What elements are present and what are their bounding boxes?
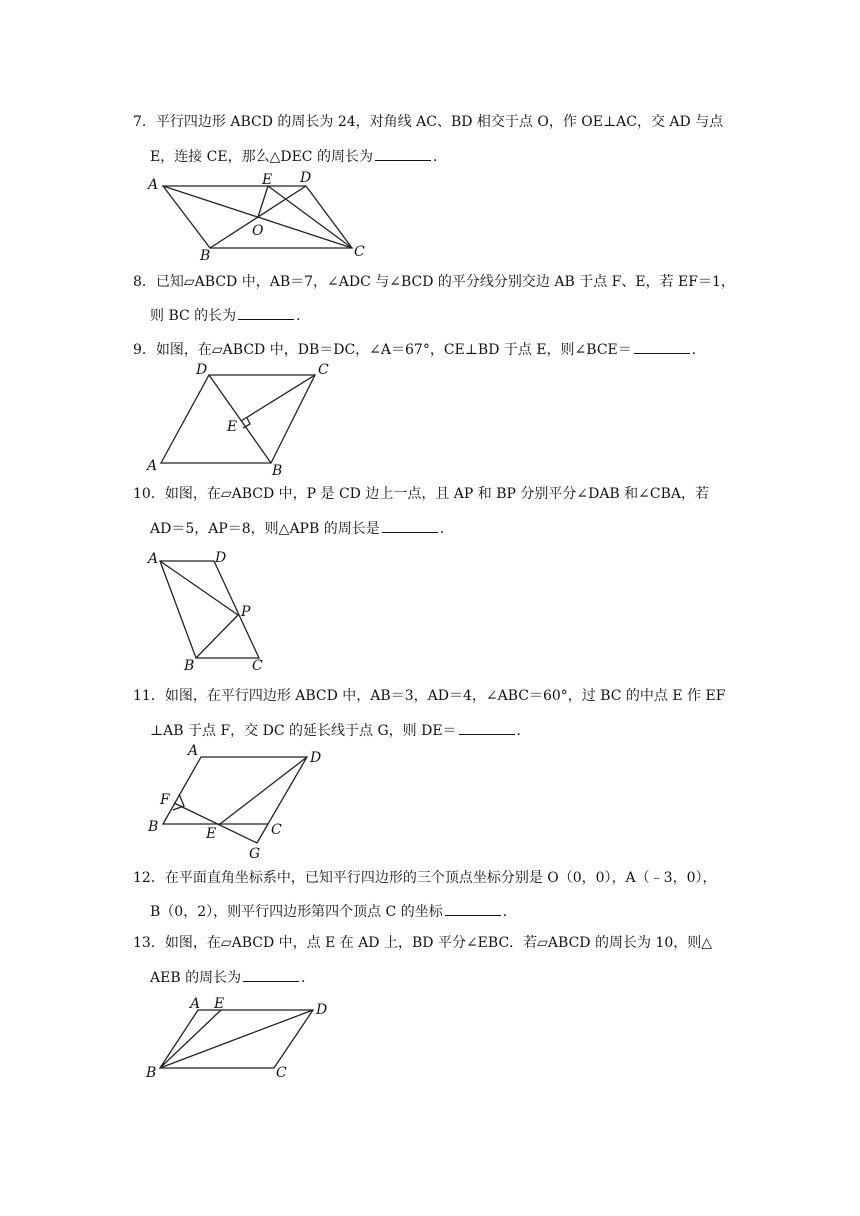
q7-label-e: E (262, 172, 273, 188)
q12-text-line1: 12．在平面直角坐标系中，已知平行四边形的三个顶点坐标分别是 O（0，0），A（﹣3，0）， (133, 870, 717, 886)
q13-label-c: C (276, 1065, 287, 1081)
q10-label-c: C (252, 658, 263, 674)
q7-label-o: O (252, 223, 264, 239)
q9-period: ． (691, 342, 706, 358)
q13-segment-be (160, 1010, 221, 1068)
q7-label-c: C (354, 244, 365, 260)
q9-label-a: A (147, 458, 158, 474)
q13-text: AEB 的周长为 (150, 970, 242, 986)
q13-diagonal-bd (160, 1010, 313, 1068)
q13-label-d: D (316, 1002, 328, 1018)
q11-label-f: F (160, 792, 170, 808)
q9-label-c: C (318, 362, 329, 378)
q10-label-p: P (241, 604, 251, 620)
q7-period: ． (432, 149, 447, 165)
q13-text-line1: 13．如图，在▱ABCD 中，点 E 在 AD 上，BD 平分∠EBC．若▱ABCD 的周长为 10，则△ (133, 935, 712, 951)
q11-label-a: A (188, 743, 199, 759)
q9-text: 9．如图，在▱ABCD 中，DB＝DC，∠A＝67°，CE⊥BD 于点 E，则∠BCE＝ (133, 342, 632, 358)
q11-label-g: G (249, 846, 261, 862)
q12-period: ． (502, 904, 517, 920)
q9-label-b: B (272, 463, 283, 479)
q7-label-a: A (148, 177, 159, 193)
q10-text-line1: 10．如图，在▱ABCD 中，P 是 CD 边上一点，且 AP 和 BP 分别平分∠DAB 和∠CBA，若 (133, 486, 710, 502)
q8-text: 则 BC 的长为 (150, 308, 237, 324)
q9-label-d: D (196, 362, 208, 378)
q12-text: B（0，2），则平行四边形第四个顶点 C 的坐标 (150, 904, 443, 920)
q8-period: ． (296, 308, 311, 324)
q10-text: AD＝5，AP＝8，则△APB 的周长是 (150, 521, 380, 537)
q13-label-a: A (190, 996, 201, 1012)
q10-label-b: B (184, 658, 195, 674)
q13-label-b: B (146, 1065, 157, 1081)
q11-period: ． (516, 723, 531, 739)
q13-label-e: E (214, 996, 225, 1012)
q11-text: ⊥AB 于点 F，交 DC 的延长线于点 G，则 DE＝ (150, 723, 457, 739)
q10-label-a: A (148, 551, 159, 567)
q7-label-b: B (200, 248, 211, 264)
q7-label-d: D (300, 170, 312, 186)
q11-label-e: E (206, 826, 217, 842)
q11-label-c: C (271, 822, 282, 838)
q7-text-line1: 7．平行四边形 ABCD 的周长为 24，对角线 AC、BD 相交于点 O，作 OE⊥AC，交 AD 与点 (133, 114, 724, 130)
q8-text-line1: 8．已知▱ABCD 中，AB＝7，∠ADC 与∠BCD 的平分线分别交边 AB 于点 F、E，若 EF＝1， (133, 274, 735, 290)
q9-label-e: E (227, 419, 238, 435)
q10-period: ． (439, 521, 454, 537)
q11-label-b: B (148, 819, 159, 835)
q11-text-line1: 11．如图，在平行四边形 ABCD 中，AB＝3，AD＝4，∠ABC＝60°，过 BC 的中点 E 作 EF (133, 688, 726, 704)
q7-text: E，连接 CE，那么△DEC 的周长为 (150, 149, 373, 165)
q11-label-d: D (310, 750, 322, 766)
q13-period: ． (301, 970, 316, 986)
q10-label-d: D (215, 550, 227, 566)
